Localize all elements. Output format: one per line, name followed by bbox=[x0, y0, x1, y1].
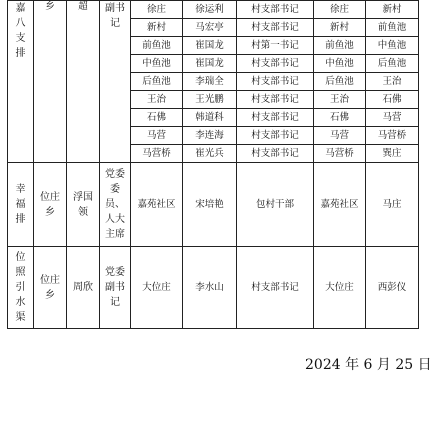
leader-name: 周欣 bbox=[73, 282, 93, 293]
end-cell: 西彭仪 bbox=[366, 247, 419, 329]
role-cell: 包村干部 bbox=[237, 163, 314, 247]
village-cell: 后鱼池 bbox=[131, 73, 183, 91]
role-cell: 村支部书记 bbox=[237, 1, 314, 19]
start-cell: 王治 bbox=[314, 91, 366, 109]
person-cell: 徐运利 bbox=[183, 1, 237, 19]
person-cell: 宋培艳 bbox=[183, 163, 237, 247]
end-cell: 后鱼池 bbox=[366, 55, 419, 73]
person-cell: 李水山 bbox=[183, 247, 237, 329]
village-cell: 前鱼池 bbox=[131, 37, 183, 55]
end-cell: 巽庄 bbox=[366, 145, 419, 163]
leader-title: 党委副书记 bbox=[105, 267, 125, 308]
role-cell: 村支部书记 bbox=[237, 55, 314, 73]
leader-title-cell bbox=[100, 247, 131, 329]
end-cell: 马庄 bbox=[366, 163, 419, 247]
river-name: 位照引水渠 bbox=[15, 252, 26, 323]
person-cell: 李瑞全 bbox=[183, 73, 237, 91]
town-name: 位庄乡 bbox=[40, 191, 60, 218]
table-row bbox=[8, 247, 419, 329]
leader-name: 超 bbox=[78, 1, 88, 12]
leader-cell bbox=[67, 1, 100, 163]
village-cell: 王治 bbox=[131, 91, 183, 109]
role-cell: 村支部书记 bbox=[237, 91, 314, 109]
table-row bbox=[8, 1, 419, 19]
start-cell: 中鱼池 bbox=[314, 55, 366, 73]
start-cell: 马营 bbox=[314, 127, 366, 145]
end-cell: 马营桥 bbox=[366, 127, 419, 145]
role-cell: 村第一书记 bbox=[237, 37, 314, 55]
town-name: 乡 bbox=[45, 1, 55, 12]
village-cell: 石佛 bbox=[131, 109, 183, 127]
start-cell: 大位庄 bbox=[314, 247, 366, 329]
leader-cell bbox=[67, 247, 100, 329]
end-cell: 王治 bbox=[366, 73, 419, 91]
river-name-cell bbox=[8, 163, 34, 247]
start-cell: 嘉苑社区 bbox=[314, 163, 366, 247]
town-name: 位庄乡 bbox=[40, 274, 60, 301]
document-date: 2024 年 6 月 25 日 bbox=[305, 357, 432, 373]
end-cell: 马营 bbox=[366, 109, 419, 127]
end-cell: 前鱼池 bbox=[366, 19, 419, 37]
village-cell: 马营 bbox=[131, 127, 183, 145]
river-name: 嘉八支排 bbox=[15, 3, 26, 59]
start-cell: 新村 bbox=[314, 19, 366, 37]
river-name-cell bbox=[8, 1, 34, 163]
start-cell: 前鱼池 bbox=[314, 37, 366, 55]
town-cell bbox=[34, 1, 67, 163]
person-cell: 崔国龙 bbox=[183, 37, 237, 55]
person-cell: 王光鹏 bbox=[183, 91, 237, 109]
end-cell: 新村 bbox=[366, 1, 419, 19]
role-cell: 村支部书记 bbox=[237, 127, 314, 145]
role-cell: 村支部书记 bbox=[237, 19, 314, 37]
role-cell: 村支部书记 bbox=[237, 145, 314, 163]
town-cell bbox=[34, 163, 67, 247]
village-cell: 嘉苑社区 bbox=[131, 163, 183, 247]
end-cell: 中鱼池 bbox=[366, 37, 419, 55]
village-cell: 马营桥 bbox=[131, 145, 183, 163]
person-cell: 李连海 bbox=[183, 127, 237, 145]
river-name-cell bbox=[8, 247, 34, 329]
person-cell: 崔国龙 bbox=[183, 55, 237, 73]
role-cell: 村支部书记 bbox=[237, 247, 314, 329]
village-cell: 中鱼池 bbox=[131, 55, 183, 73]
river-name: 幸福排 bbox=[15, 184, 26, 225]
role-cell: 村支部书记 bbox=[237, 109, 314, 127]
table-row bbox=[8, 163, 419, 247]
town-cell bbox=[34, 247, 67, 329]
start-cell: 石佛 bbox=[314, 109, 366, 127]
village-cell: 大位庄 bbox=[131, 247, 183, 329]
person-cell: 马宏亭 bbox=[183, 19, 237, 37]
leader-title-cell bbox=[100, 163, 131, 247]
leader-title-cell bbox=[100, 1, 131, 163]
river-chief-table bbox=[7, 0, 419, 329]
start-cell: 后鱼池 bbox=[314, 73, 366, 91]
leader-name: 浮国领 bbox=[73, 191, 93, 218]
leader-title: 副书记 bbox=[105, 3, 125, 29]
village-cell: 徐庄 bbox=[131, 1, 183, 19]
leader-cell bbox=[67, 163, 100, 247]
role-cell: 村支部书记 bbox=[237, 73, 314, 91]
start-cell: 徐庄 bbox=[314, 1, 366, 19]
end-cell: 石佛 bbox=[366, 91, 419, 109]
start-cell: 马营桥 bbox=[314, 145, 366, 163]
village-cell: 新村 bbox=[131, 19, 183, 37]
leader-title: 党委委员、人大主席 bbox=[105, 169, 125, 240]
person-cell: 崔光兵 bbox=[183, 145, 237, 163]
person-cell: 韩道科 bbox=[183, 109, 237, 127]
